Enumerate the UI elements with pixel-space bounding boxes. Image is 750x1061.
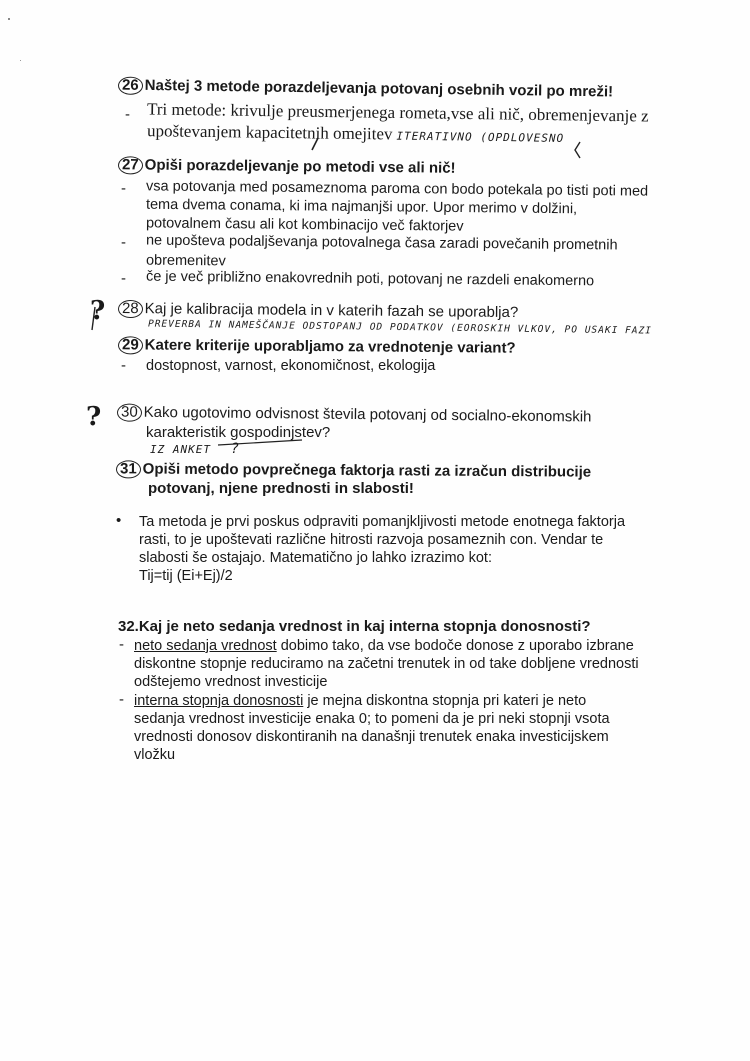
q31-line2: potovanj, njene prednosti in slabosti! [148, 480, 414, 497]
q32-bullet1-text: dobimo tako, da vse bodoče donose z uporabo izbrane [276, 638, 634, 654]
bullet-dash: - [121, 270, 126, 287]
q32-term-irr: interna stopnja donosnosti [134, 693, 304, 709]
bullet-dash: - [119, 636, 124, 653]
bullet-dash: - [125, 106, 130, 123]
bullet-dash: - [121, 234, 126, 251]
q29-heading [118, 336, 516, 357]
q28-number: 28 [118, 300, 143, 318]
q31-para-line2: rasti, to je upoštevati različne hitrosti razvoja posameznih con. Vendar te [139, 532, 604, 548]
q30-number: 30 [117, 404, 142, 422]
q32-bullet2-text: je mejna diskontna stopnja pri kateri je neto [303, 693, 587, 709]
bullet-dash: - [121, 180, 126, 197]
q27-bullet2-line1: ne upošteva podaljševanja potovalnega časa zaradi povečanih prometnih [145, 232, 618, 254]
q27-bullet1-line1: vsa potovanja med posameznoma paroma con bodo potekala po tisti poti med [145, 178, 649, 200]
q32-bullet1-line2: diskontne stopnje reduciramo na začetni trenutek in od take dobljene vrednosti [134, 656, 639, 672]
q31-line1: Opiši metodo povprečnega faktorja rasti za izračun distribucije [142, 460, 592, 481]
q30-line2: karakteristik gospodinjstev? [146, 424, 331, 441]
q27-bullet1-line2: tema dvema conama, ki ima najmanjši upor. Upor merimo v dolžini, [145, 196, 578, 218]
q28-text: Kaj je kalibracija modela in v katerih fazah se uporablja? [144, 300, 519, 322]
q29-number: 29 [118, 336, 143, 354]
bullet-dot: • [116, 512, 122, 529]
q27-bullet2-line2: obremenitev [145, 252, 226, 270]
q31-formula: Tij=tij (Ei+Ej)/2 [139, 568, 233, 584]
q32-bullet1-line3: odštejemo vrednost investicije [134, 674, 328, 690]
q27-number: 27 [118, 156, 143, 174]
q27-heading [118, 156, 456, 178]
q32-bullet2-line4: vložku [134, 747, 176, 763]
q28-handwritten-note: PREVERBA IN NAMEŠČANJE ODSTOPANJ OD PODATKOV (EOROSKIH VLKOV, PO USAKI FAZI [147, 318, 653, 337]
q31-para-line3: slabosti še ostajajo. Matematično jo lahko izrazimo kot: [139, 550, 492, 566]
bullet-dash: - [119, 691, 124, 708]
q32-bullet2-line1 [134, 692, 586, 710]
q30-handwritten-note [150, 441, 240, 457]
q29-bullet1: dostopnost, varnost, ekonomičnost, ekologija [146, 358, 436, 374]
q30-line1: Kako ugotovimo odvisnost števila potovanj od socialno-ekonomskih [143, 403, 592, 426]
q26-answer-line1: Tri metode: krivulje preusmerjenega rometa,vse ali nič, obremenjevanje z [146, 99, 649, 126]
q26-number: 26 [118, 77, 143, 95]
q30-note-text: IZ ANKET [150, 443, 211, 456]
q28-margin-question-mark: ? [90, 296, 106, 326]
q32-bullet1-line1 [134, 637, 634, 655]
q27-title: Opiši porazdeljevanje po metodi vse ali nič! [144, 156, 456, 177]
q31-number: 31 [116, 460, 141, 478]
q27-bullet1-line3: potovalnem času ali kot kombinacijo več faktorjev [145, 215, 464, 235]
q29-title: Katere kriterije uporabljamo za vrednotenje variant? [144, 336, 516, 357]
bullet-dash: - [121, 357, 126, 374]
q30-margin-question-mark: ? [86, 402, 102, 432]
q26-answer-text: upoštevanjem kapacitetnih omejitev [146, 121, 393, 144]
q32-bullet2-line3: vrednosti donosov diskontiranih na današnji trenutek enaka investicijskem [134, 729, 609, 745]
q32-term-npv: neto sedanja vrednost [134, 638, 277, 654]
q31-para-line1: Ta metoda je prvi poskus odpraviti pomanjkljivosti metode enotnega faktorja [139, 514, 626, 530]
q32-bullet2-line2: sedanja vrednost investicije enaka 0; to pomeni da je pri neki stopnji vsota [134, 711, 610, 727]
q27-bullet3: če je več približno enakovrednih poti, potovanj ne razdeli enakomerno [145, 268, 595, 290]
q32-heading: 32.Kaj je neto sedanja vrednost in kaj interna stopnja donosnosti? [118, 618, 591, 635]
q31-heading [116, 460, 591, 481]
q26-title: Naštej 3 metode porazdeljevanja potovanj osebnih vozil po mreži! [144, 76, 614, 101]
q26-handwritten-note: ITERATIVNO (OPDLOVESNO [396, 129, 565, 145]
q30-note-question-mark: ? [230, 441, 241, 457]
